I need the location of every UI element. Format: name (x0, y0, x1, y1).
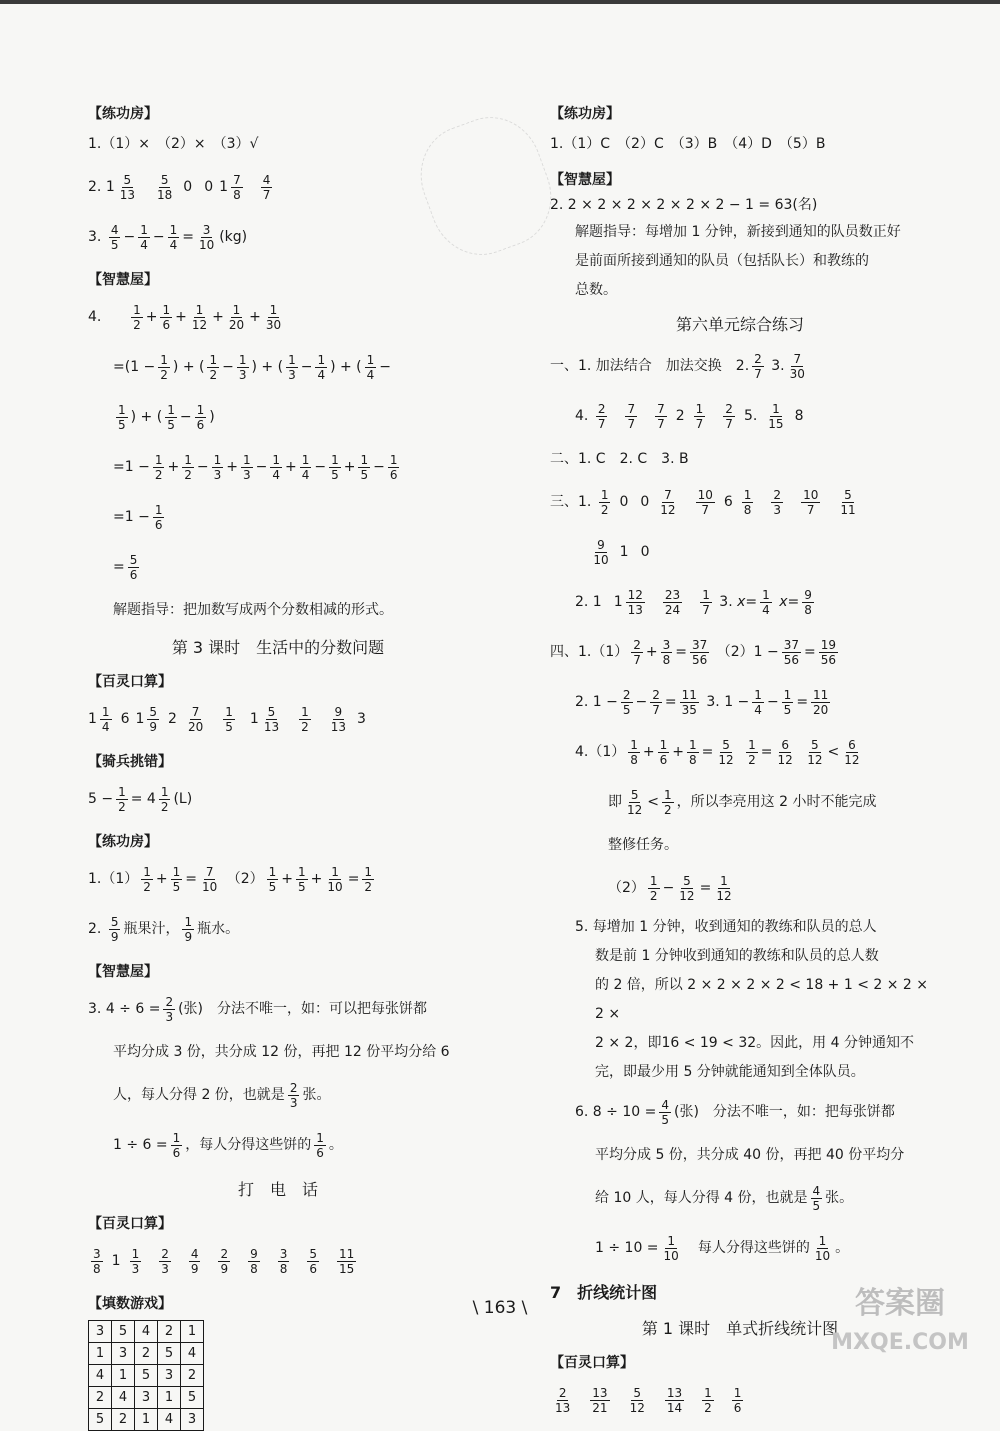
hint-text: 解题指导：每增加 1 分钟，新接到通知的队员数正好 是前面所接到通知的队员（包括队长）和教练的 总数。 (575, 224, 901, 298)
answer-4-step: =1 − $\frac{1}{2}$ + $\frac{1}{2}$ − $\frac{1}{3}$ + $\frac{1}{3}$ − $\frac{1}{4}$ + $\frac{1}{4}$ − $\frac{1}{5}$ + $\frac{1}{5}$ − $\frac{1}{6}$ (113, 452, 398, 482)
unit-title: 第六单元综合练习 (675, 314, 804, 334)
hint-text: 解题指导：把加数写成两个分数相减的形式。 (113, 602, 393, 618)
section-head: 【百灵口算】 (550, 1355, 634, 1371)
section-head: 【填数游戏】 (88, 1296, 172, 1312)
page-number: \ 163 \ (472, 1298, 528, 1318)
unit-q1: 一、1. 加法结合 加法交换 2. $\frac{2}{7}$ 3. $\frac{7}{30}$ (550, 351, 805, 381)
number-grid (88, 1320, 204, 1431)
grid-cell: 4 (112, 1387, 135, 1409)
wisdom-3-line: 人，每人分得 2 份，也就是 $\frac{2}{3}$ 张。 (113, 1080, 331, 1110)
grid-cell: 1 (112, 1365, 135, 1387)
unit-q6-line: 给 10 人，每人分得 4 份，也就是 $\frac{4}{5}$ 张。 (595, 1183, 854, 1213)
unit-q4-4: 4.（1） $\frac{1}{8}$ + $\frac{1}{6}$ + $\frac{1}{8}$ = $\frac{5}{12}$ $\frac{1}{2}$ = $\frac{6}{12}$ $\frac{5}{12}$ < $\frac{6}{12}$ (575, 737, 860, 767)
left-column (88, 96, 468, 1431)
grid-row (89, 1365, 204, 1387)
section-head: 【百灵口算】 (88, 674, 172, 690)
grid-row (89, 1409, 204, 1431)
grid-cell: 3 (89, 1321, 112, 1343)
grid-cell: 5 (135, 1365, 158, 1387)
answer-3: 3. $\frac{4}{5}$ − $\frac{1}{4}$ − $\frac{1}{4}$ = $\frac{3}{10}$ (kg) (88, 222, 248, 252)
section-head: 【智慧屋】 (88, 272, 158, 288)
grid-cell: 1 (181, 1321, 204, 1343)
grid-cell: 5 (89, 1409, 112, 1431)
answer-1: 1.（1）C （2）C （3）B （4）D （5）B (550, 136, 826, 152)
grid-cell: 4 (135, 1321, 158, 1343)
answer-4-step: = $\frac{5}{6}$ (113, 552, 138, 582)
unit-q4-note2: 整修任务。 (608, 837, 678, 853)
unit-q4: 四、1. （1） $\frac{2}{7}$ + $\frac{3}{8}$ = $\frac{37}{56}$ （2）1 − $\frac{37}{56}$ = $\frac{19}{56}$ (550, 637, 837, 667)
grid-cell: 1 (89, 1343, 112, 1365)
grid-cell: 1 (135, 1409, 158, 1431)
unit-q4-part2: （2） $\frac{1}{2}$ − $\frac{5}{12}$ = $\frac{1}{12}$ (608, 873, 732, 903)
section-head: 【练功房】 (550, 106, 620, 122)
section-head: 【练功房】 (88, 834, 158, 850)
watermark-logo: 答案圈 (855, 1286, 945, 1321)
grid-cell: 3 (112, 1343, 135, 1365)
wisdom-3-line: 平均分成 3 份，共分成 12 份，再把 12 份平均分给 6 (113, 1044, 450, 1060)
lesson-title: 打 电 话 (237, 1179, 318, 1199)
grid-cell: 5 (158, 1343, 181, 1365)
oral-calc: $\frac{3}{8}$ 1 $\frac{1}{3}$ $\frac{2}{3}$ $\frac{4}{9}$ $\frac{2}{9}$ $\frac{9}{8}$ $\frac{3}{8}$ $\frac{5}{6}$ $\frac{11}{15}$ (93, 1246, 355, 1276)
answer-4-step: $\frac{1}{5}$ ) + ( $\frac{1}{5}$ − $\frac{1}{6}$ ) (118, 402, 215, 432)
lesson-title: 第 1 课时 单式折线统计图 (641, 1318, 839, 1338)
grid-cell: 1 (158, 1387, 181, 1409)
unit-q3: 三、1. $\frac{1}{2}$ 0 0 $\frac{7}{12}$ $\frac{10}{7}$ 6 $\frac{1}{8}$ $\frac{2}{3}$ $\frac{10}{7}$ $\frac{5}{11}$ (550, 487, 856, 517)
unit-q4-2: 2. 1 − $\frac{2}{5}$ − $\frac{2}{7}$ = $\frac{11}{35}$ 3. 1 − $\frac{1}{4}$ − $\frac{1}{5}$ = $\frac{11}{20}$ (575, 687, 829, 717)
section-head: 【百灵口算】 (88, 1216, 172, 1232)
unit-q1-4: 4. $\frac{2}{7}$ $\frac{7}{7}$ $\frac{7}{7}$ 2 $\frac{1}{7}$ $\frac{2}{7}$ 5. $\frac{1}{15}$ 8 (575, 401, 804, 431)
unit-q6-line: 平均分成 5 份，共分成 40 份，再把 40 份平均分 (595, 1147, 905, 1163)
grid-cell: 4 (89, 1365, 112, 1387)
watermark-site: MXQE.COM (831, 1330, 969, 1355)
grid-cell: 3 (135, 1387, 158, 1409)
grid-row (89, 1321, 204, 1343)
practice-1: 1.（1） $\frac{1}{2}$ + $\frac{1}{5}$ = $\frac{7}{10}$ （2） $\frac{1}{5}$ + $\frac{1}{5}$ + $\frac{1}{10}$ = $\frac{1}{2}$ (88, 864, 373, 894)
unit-q6: 6. 8 ÷ 10 = $\frac{4}{5}$ (张) 分法不唯一，如：把每张饼都 (575, 1097, 895, 1127)
grid-row (89, 1387, 204, 1409)
unit-q6-line: 1 ÷ 10 = $\frac{1}{10}$ 每人分得这些饼的 $\frac{1}{10}$ 。 (595, 1233, 850, 1263)
practice-2: 2. $\frac{5}{9}$ 瓶果汁， $\frac{1}{9}$ 瓶水。 (88, 914, 240, 944)
answer-2: 2. 2 × 2 × 2 × 2 × 2 × 2 − 1 = 63(名) (550, 197, 818, 213)
error-fix: 5 − $\frac{1}{2}$ = 4 $\frac{1}{2}$ (L) (88, 784, 193, 814)
unit-q3-2: 2. 1 1 $\frac{12}{13}$ $\frac{23}{24}$ $\frac{1}{7}$ 3. x = $\frac{1}{4}$ x = $\frac{9}{8}$ (575, 587, 812, 617)
grid-cell: 3 (181, 1409, 204, 1431)
section-head: 【智慧屋】 (550, 172, 620, 188)
unit-q2: 二、1. C 2. C 3. B (550, 451, 689, 467)
unit-q5: 5. 每增加 1 分钟，收到通知的教练和队员的总人 数是前 1 分钟收到通知的教练和队员的总人数 的 2 倍，所以 2 × 2 × 2 × 2 < 18 + 1 < 2 × 2 × 2 × 2 × 2，即16 < 19 < 32。因此，用 4 分钟通知不 完，即最少用 5 分钟就能通知到全体队员。 (575, 919, 929, 1080)
section-head: 【练功房】 (88, 106, 158, 122)
oral-calc: 1 $\frac{1}{4}$ 6 1 $\frac{5}{9}$ 2 $\frac{7}{20}$ $\frac{1}{5}$ 1 $\frac{5}{13}$ $\frac{1}{2}$ $\frac{9}{13}$ 3 (88, 704, 366, 734)
grid-row (89, 1343, 204, 1365)
grid-cell: 2 (89, 1387, 112, 1409)
grid-cell: 2 (181, 1365, 204, 1387)
right-column (550, 96, 930, 1425)
grid-cell: 3 (158, 1365, 181, 1387)
wisdom-3-line: 1 ÷ 6 = $\frac{1}{6}$ ，每人分得这些饼的 $\frac{1}{6}$ 。 (113, 1130, 343, 1160)
grid-cell: 2 (135, 1343, 158, 1365)
wisdom-3: 3. 4 ÷ 6 = $\frac{2}{3}$ (张) 分法不唯一，如：可以把每张饼都 (88, 994, 428, 1024)
answer-4-step: =(1 − $\frac{1}{2}$ ) + ( $\frac{1}{2}$ − $\frac{1}{3}$ ) + ( $\frac{1}{3}$ − $\frac{1}{4}$ ) + ( $\frac{1}{4}$ − (113, 352, 392, 382)
oral-calc: $\frac{2}{13}$ $\frac{13}{21}$ $\frac{5}{12}$ $\frac{13}{14}$ $\frac{1}{2}$ $\frac{1}{6}$ (555, 1385, 742, 1415)
grid-cell: 4 (158, 1409, 181, 1431)
section-head: 【智慧屋】 (88, 964, 158, 980)
unit-q3-cont: $\frac{9}{10}$ 1 0 (593, 537, 650, 567)
lesson-title: 第 3 课时 生活中的分数问题 (171, 637, 385, 657)
answer-4-step: =1 − $\frac{1}{6}$ (113, 502, 163, 532)
grid-cell: 4 (181, 1343, 204, 1365)
answer-1: 1.（1）× （2）× （3）√ (88, 136, 259, 152)
answer-4: 4. $\frac{1}{2}$ + $\frac{1}{6}$ + $\frac{1}{12}$ + $\frac{1}{20}$ + $\frac{1}{30}$ (88, 302, 282, 332)
grid-cell: 2 (158, 1321, 181, 1343)
section-head: 【骑兵挑错】 (88, 754, 172, 770)
grid-cell: 5 (112, 1321, 135, 1343)
grid-cell: 2 (112, 1409, 135, 1431)
answer-2: 2. 1 $\frac{5}{13}$ $\frac{5}{18}$ 0 0 1 $\frac{7}{8}$ $\frac{4}{7}$ (88, 172, 271, 202)
chapter-title: 7 折线统计图 (550, 1282, 658, 1302)
unit-q4-note: 即 $\frac{5}{12}$ < $\frac{1}{2}$ ，所以李亮用这 2 小时不能完成 (608, 787, 877, 817)
grid-cell: 5 (181, 1387, 204, 1409)
top-border (0, 0, 1000, 4)
